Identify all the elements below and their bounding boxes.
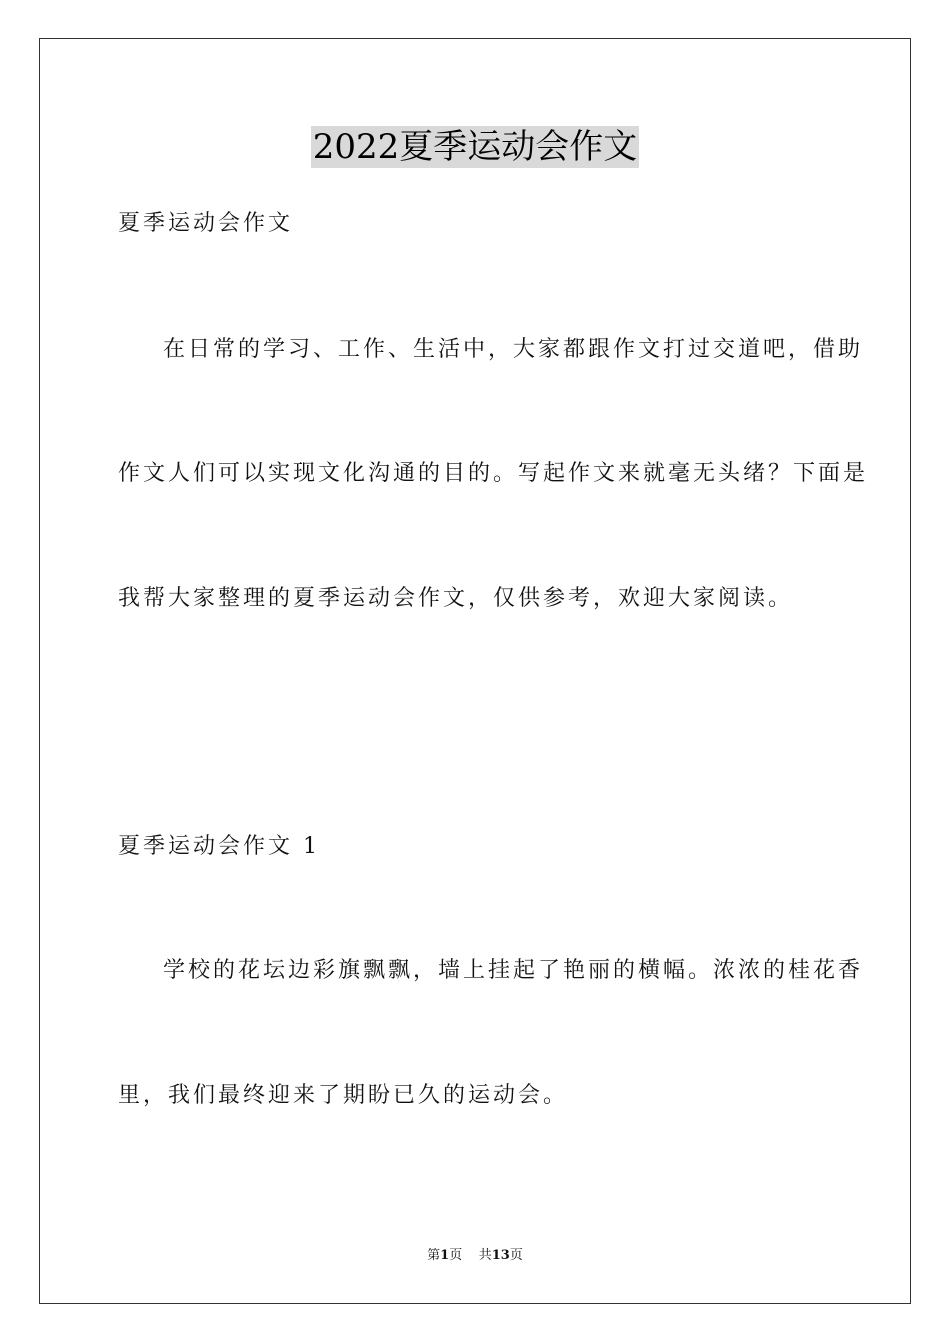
footer-total-suffix: 页 xyxy=(509,1248,523,1263)
footer-total-prefix: 共 xyxy=(478,1248,492,1263)
section-line-2: 里，我们最终迎来了期盼已久的运动会。 xyxy=(118,1083,569,1108)
footer-total-pages: 13 xyxy=(491,1248,510,1263)
footer-page-number: 1 xyxy=(440,1248,450,1263)
title-wrap xyxy=(0,126,950,168)
footer-page-prefix: 第 xyxy=(427,1248,441,1263)
section-heading: 夏季运动会作文 1 xyxy=(118,834,320,859)
footer-page-suffix: 页 xyxy=(449,1248,463,1263)
page-footer xyxy=(0,1247,950,1265)
intro-line-2: 作文人们可以实现文化沟通的目的。写起作文来就毫无头绪？下面是 xyxy=(118,461,869,486)
document-title: 2022夏季运动会作文 xyxy=(312,127,638,167)
document-subtitle: 夏季运动会作文 xyxy=(118,211,294,236)
intro-line-1: 在日常的学习、工作、生活中，大家都跟作文打过交道吧，借助 xyxy=(163,337,864,362)
intro-line-3: 我帮大家整理的夏季运动会作文，仅供参考，欢迎大家阅读。 xyxy=(118,586,794,611)
section-line-1: 学校的花坛边彩旗飘飘，墙上挂起了艳丽的横幅。浓浓的桂花香 xyxy=(163,958,864,983)
